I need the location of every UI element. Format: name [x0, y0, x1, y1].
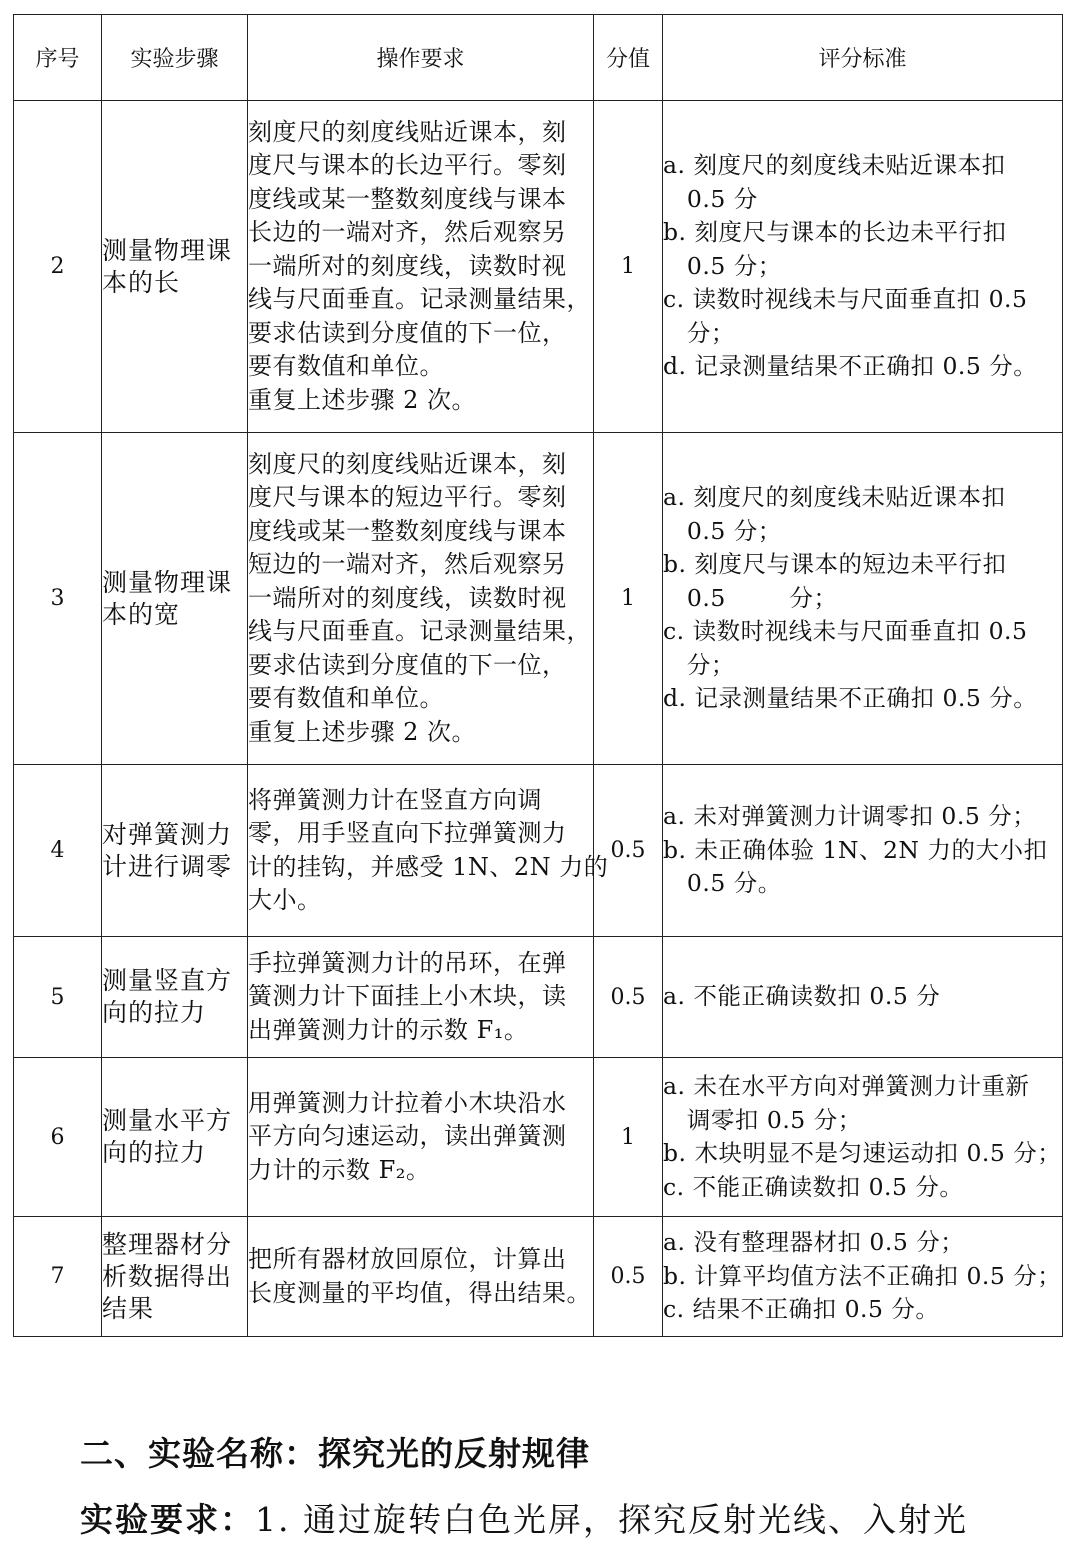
criteria-line: a. 刻度尺的刻度线未贴近课本扣 — [663, 483, 1006, 512]
row-requirement — [248, 1058, 594, 1217]
criteria-line: b. 刻度尺与课本的短边未平行扣 — [663, 550, 1007, 579]
requirement-line: 要有数值和单位。 — [248, 684, 444, 713]
criteria-line: 调零扣 0.5 分； — [663, 1105, 862, 1134]
row-requirement — [248, 433, 594, 765]
row-criteria — [663, 1217, 1063, 1337]
criteria-line: b. 刻度尺与课本的长边未平行扣 — [663, 218, 1007, 247]
criteria-line: 0.5 分； — [663, 251, 782, 280]
criteria-line: 0.5 分。 — [663, 869, 782, 898]
row-step: 整理器材分析数据得出结果 — [102, 1217, 248, 1337]
requirement-line: 一端所对的刻度线，读数时视 — [248, 251, 567, 280]
criteria-line: a. 未对弹簧测力计调零扣 0.5 分； — [663, 802, 1037, 831]
row-number: 7 — [14, 1217, 102, 1337]
requirement-line: 大小。 — [248, 886, 322, 914]
row-requirement — [248, 101, 594, 433]
requirement-line: 平方向匀速运动，读出弹簧测 — [248, 1122, 567, 1151]
requirement-line: 出弹簧测力计的示数 F₁。 — [248, 1015, 529, 1044]
criteria-line: a. 没有整理器材扣 0.5 分； — [663, 1228, 965, 1257]
criteria-line: c. 读数时视线未与尺面垂直扣 0.5 — [663, 285, 1028, 314]
table-row — [14, 1058, 1063, 1217]
criteria-line: a. 刻度尺的刻度线未贴近课本扣 — [663, 151, 1006, 180]
requirement-line: 短边的一端对齐，然后观察另 — [248, 550, 567, 579]
row-criteria — [663, 765, 1063, 937]
criteria-line: a. 未在水平方向对弹簧测力计重新 — [663, 1072, 1030, 1100]
requirement-line: 力计的示数 F₂。 — [248, 1155, 431, 1184]
row-criteria — [663, 937, 1063, 1058]
row-number: 3 — [14, 433, 102, 765]
table-row — [14, 101, 1063, 433]
row-number: 2 — [14, 101, 102, 433]
row-step: 测量物理课本的宽 — [102, 433, 248, 765]
requirement-line: 计的挂钩，并感受 1N、2N 力的 — [248, 852, 609, 881]
criteria-line: 分； — [663, 318, 735, 347]
requirement-line: 将弹簧测力计在竖直方向调 — [248, 785, 542, 814]
criteria-line: 0.5 分； — [663, 583, 838, 612]
row-number: 6 — [14, 1058, 102, 1217]
criteria-line: b. 木块明显不是匀速运动扣 0.5 分； — [663, 1139, 1062, 1167]
requirement-label: 实验要求： — [80, 1500, 255, 1539]
requirement-line: 度线或某一整数刻度线与课本 — [248, 516, 567, 545]
row-points: 0.5 — [594, 937, 663, 1058]
row-points: 1 — [594, 433, 663, 765]
header-no: 序号 — [14, 15, 102, 101]
requirement-line: 零，用手竖直向下拉弹簧测力 — [248, 819, 567, 847]
requirement-line: 线与尺面垂直。记录测量结果， — [248, 285, 591, 314]
requirement-line: 线与尺面垂直。记录测量结果， — [248, 617, 591, 646]
criteria-line: 0.5 分； — [663, 516, 782, 545]
row-points: 0.5 — [594, 1217, 663, 1337]
row-requirement — [248, 765, 609, 937]
requirement-line: 长度测量的平均值，得出结果。 — [248, 1278, 591, 1307]
row-criteria — [663, 433, 1063, 765]
requirement-line: 要求估读到分度值的下一位， — [248, 318, 567, 347]
criteria-line: b. 未正确体验 1N、2N 力的大小扣 — [663, 835, 1048, 864]
row-step: 对弹簧测力计进行调零 — [102, 765, 248, 937]
table-header-row — [14, 15, 1063, 101]
criteria-line: a. 不能正确读数扣 0.5 分 — [663, 982, 941, 1011]
requirement-line: 手拉弹簧测力计的吊环，在弹 — [248, 948, 567, 977]
requirement-line: 度尺与课本的长边平行。零刻 — [248, 151, 567, 180]
criteria-line: d. 记录测量结果不正确扣 0.5 分。 — [663, 352, 1038, 381]
requirement-line: 度尺与课本的短边平行。零刻 — [248, 483, 567, 512]
criteria-line: 分； — [663, 650, 735, 679]
requirement-line: 用弹簧测力计拉着小木块沿水 — [248, 1088, 567, 1117]
row-requirement — [248, 1217, 594, 1337]
row-requirement — [248, 937, 594, 1058]
table-row — [14, 433, 1063, 765]
requirement-line: 长边的一端对齐，然后观察另 — [248, 218, 567, 247]
requirement-line: 刻度尺的刻度线贴近课本，刻 — [248, 449, 567, 478]
row-criteria — [663, 1058, 1063, 1217]
row-step: 测量竖直方向的拉力 — [102, 937, 248, 1058]
criteria-line: c. 读数时视线未与尺面垂直扣 0.5 — [663, 617, 1028, 646]
row-points: 1 — [594, 1058, 663, 1217]
criteria-line: 0.5 分 — [663, 184, 758, 213]
row-points: 1 — [594, 101, 663, 433]
row-number: 4 — [14, 765, 102, 937]
scoring-table — [13, 14, 1063, 1337]
requirement-line: 把所有器材放回原位，计算出 — [248, 1245, 567, 1273]
row-points: 0.5 — [594, 765, 663, 937]
requirement-line: 度线或某一整数刻度线与课本 — [248, 184, 567, 213]
criteria-line: c. 不能正确读数扣 0.5 分。 — [663, 1172, 964, 1201]
criteria-line: c. 结果不正确扣 0.5 分。 — [663, 1295, 940, 1324]
criteria-line: d. 记录测量结果不正确扣 0.5 分。 — [663, 684, 1038, 713]
table-row — [14, 1217, 1063, 1337]
header-step: 实验步骤 — [102, 15, 248, 101]
requirement-line: 刻度尺的刻度线贴近课本，刻 — [248, 117, 567, 146]
requirement-text: 1. 通过旋转白色光屏，探究反射光线、入射光 — [255, 1500, 968, 1539]
table-row — [14, 937, 1063, 1058]
row-number: 5 — [14, 937, 102, 1058]
requirement-line: 重复上述步骤 2 次。 — [248, 717, 477, 746]
section-title: 二、实验名称：探究光的反射规律 — [80, 1434, 590, 1473]
row-step: 测量物理课本的长 — [102, 101, 248, 433]
header-requirement: 操作要求 — [248, 15, 594, 101]
requirement-line: 要求估读到分度值的下一位， — [248, 650, 567, 679]
requirement-line: 簧测力计下面挂上小木块，读 — [248, 982, 567, 1011]
requirement-line: 重复上述步骤 2 次。 — [248, 385, 477, 414]
row-step: 测量水平方向的拉力 — [102, 1058, 248, 1217]
table-row — [14, 765, 1063, 937]
header-criteria: 评分标准 — [663, 15, 1063, 101]
row-criteria — [663, 101, 1063, 433]
requirement-line: 要有数值和单位。 — [248, 352, 444, 381]
experiment-requirement — [80, 1494, 968, 1541]
requirement-line: 一端所对的刻度线，读数时视 — [248, 583, 567, 612]
criteria-line: b. 计算平均值方法不正确扣 0.5 分； — [663, 1261, 1062, 1290]
header-points: 分值 — [594, 15, 663, 101]
